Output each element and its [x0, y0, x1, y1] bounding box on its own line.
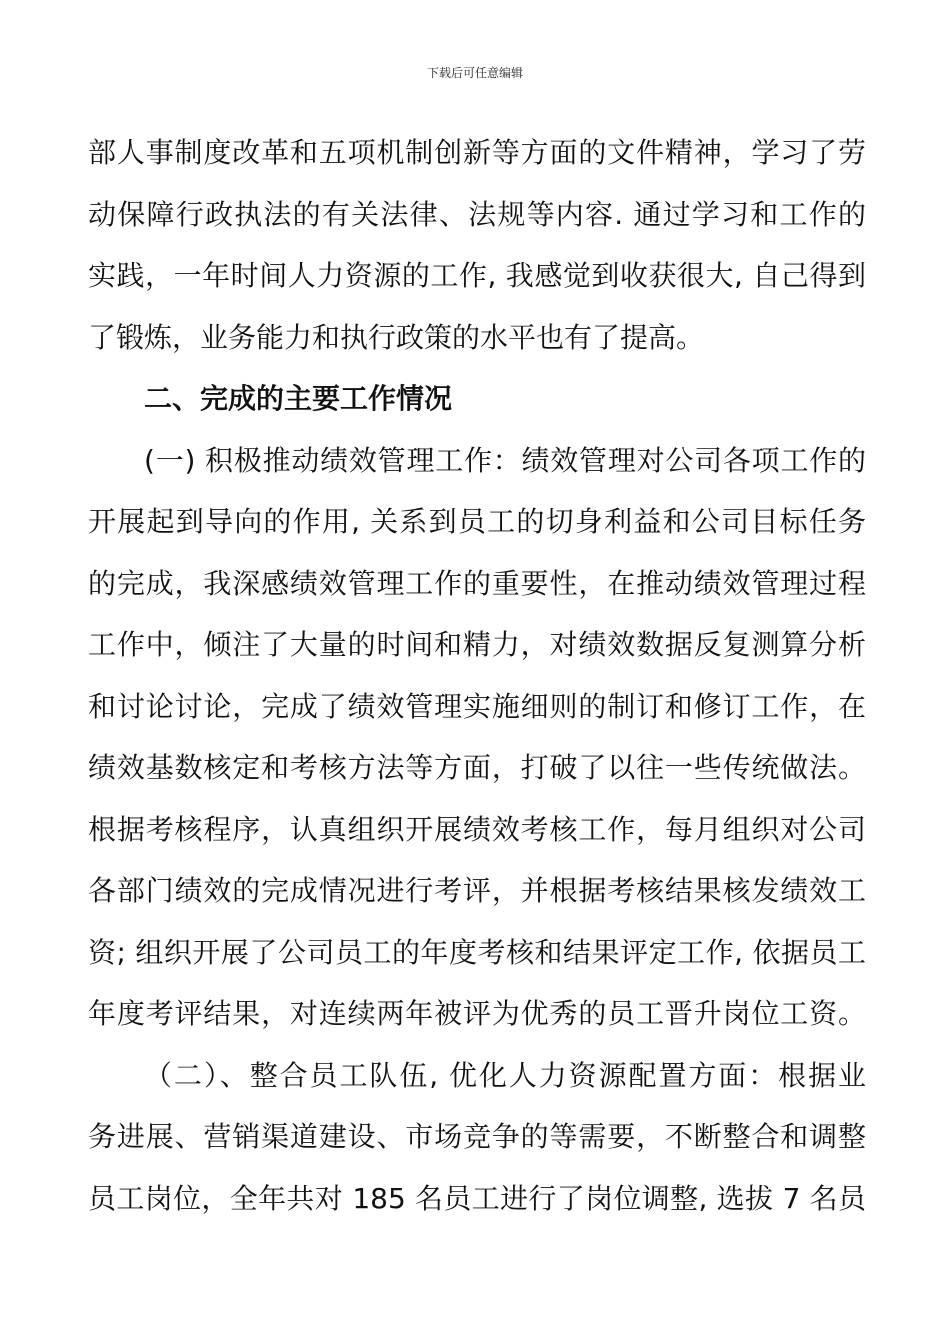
paragraph-line: 员工岗位，全年共对 185 名员工进行了岗位调整, 选拔 7 名员 — [88, 1181, 866, 1215]
paragraph-line: 根据考核程序，认真组织开展绩效考核工作，每月组织对公司 — [88, 812, 866, 846]
paragraph-line: 资; 组织开展了公司员工的年度考核和结果评定工作, 依据员工 — [88, 935, 866, 969]
paragraph-line: 了锻炼，业务能力和执行政策的水平也有了提高。 — [88, 320, 705, 354]
paragraph-line: 的完成，我深感绩效管理工作的重要性，在推动绩效管理过程 — [88, 566, 866, 600]
paragraph-line: 和讨论讨论，完成了绩效管理实施细则的制订和修订工作，在 — [88, 689, 866, 723]
paragraph-line: 实践，一年时间人力资源的工作, 我感觉到收获很大, 自己得到 — [88, 259, 866, 292]
paragraph-line: 绩效基数核定和考核方法等方面，打破了以往一些传统做法。 — [88, 751, 866, 784]
paragraph-line: 年度考评结果，对连续两年被评为优秀的员工晋升岗位工资。 — [88, 997, 866, 1030]
paragraph-line: 开展起到导向的作用, 关系到员工的切身利益和公司目标任务 — [88, 505, 866, 538]
document-body — [88, 122, 866, 1229]
paragraph-line: (一) 积极推动绩效管理工作：绩效管理对公司各项工作的 — [144, 443, 866, 477]
paragraph-line: 部人事制度改革和五项机制创新等方面的文件精神，学习了劳 — [88, 136, 866, 169]
paragraph-line: 务进展、营销渠道建设、市场竞争的等需要，不断整合和调整 — [88, 1120, 866, 1153]
paragraph-line: （二）、整合员工队伍, 优化人力资源配置方面：根据业 — [144, 1058, 866, 1092]
section-heading: 二、完成的主要工作情况 — [144, 382, 453, 415]
paragraph-line: 工作中，倾注了大量的时间和精力，对绩效数据反复测算分析 — [88, 628, 866, 661]
header-note: 下载后可任意编辑 — [426, 66, 523, 80]
paragraph-line: 各部门绩效的完成情况进行考评，并根据考核结果核发绩效工 — [88, 874, 866, 907]
paragraph-line: 动保障行政执法的有关法律、法规等内容. 通过学习和工作的 — [88, 197, 866, 231]
